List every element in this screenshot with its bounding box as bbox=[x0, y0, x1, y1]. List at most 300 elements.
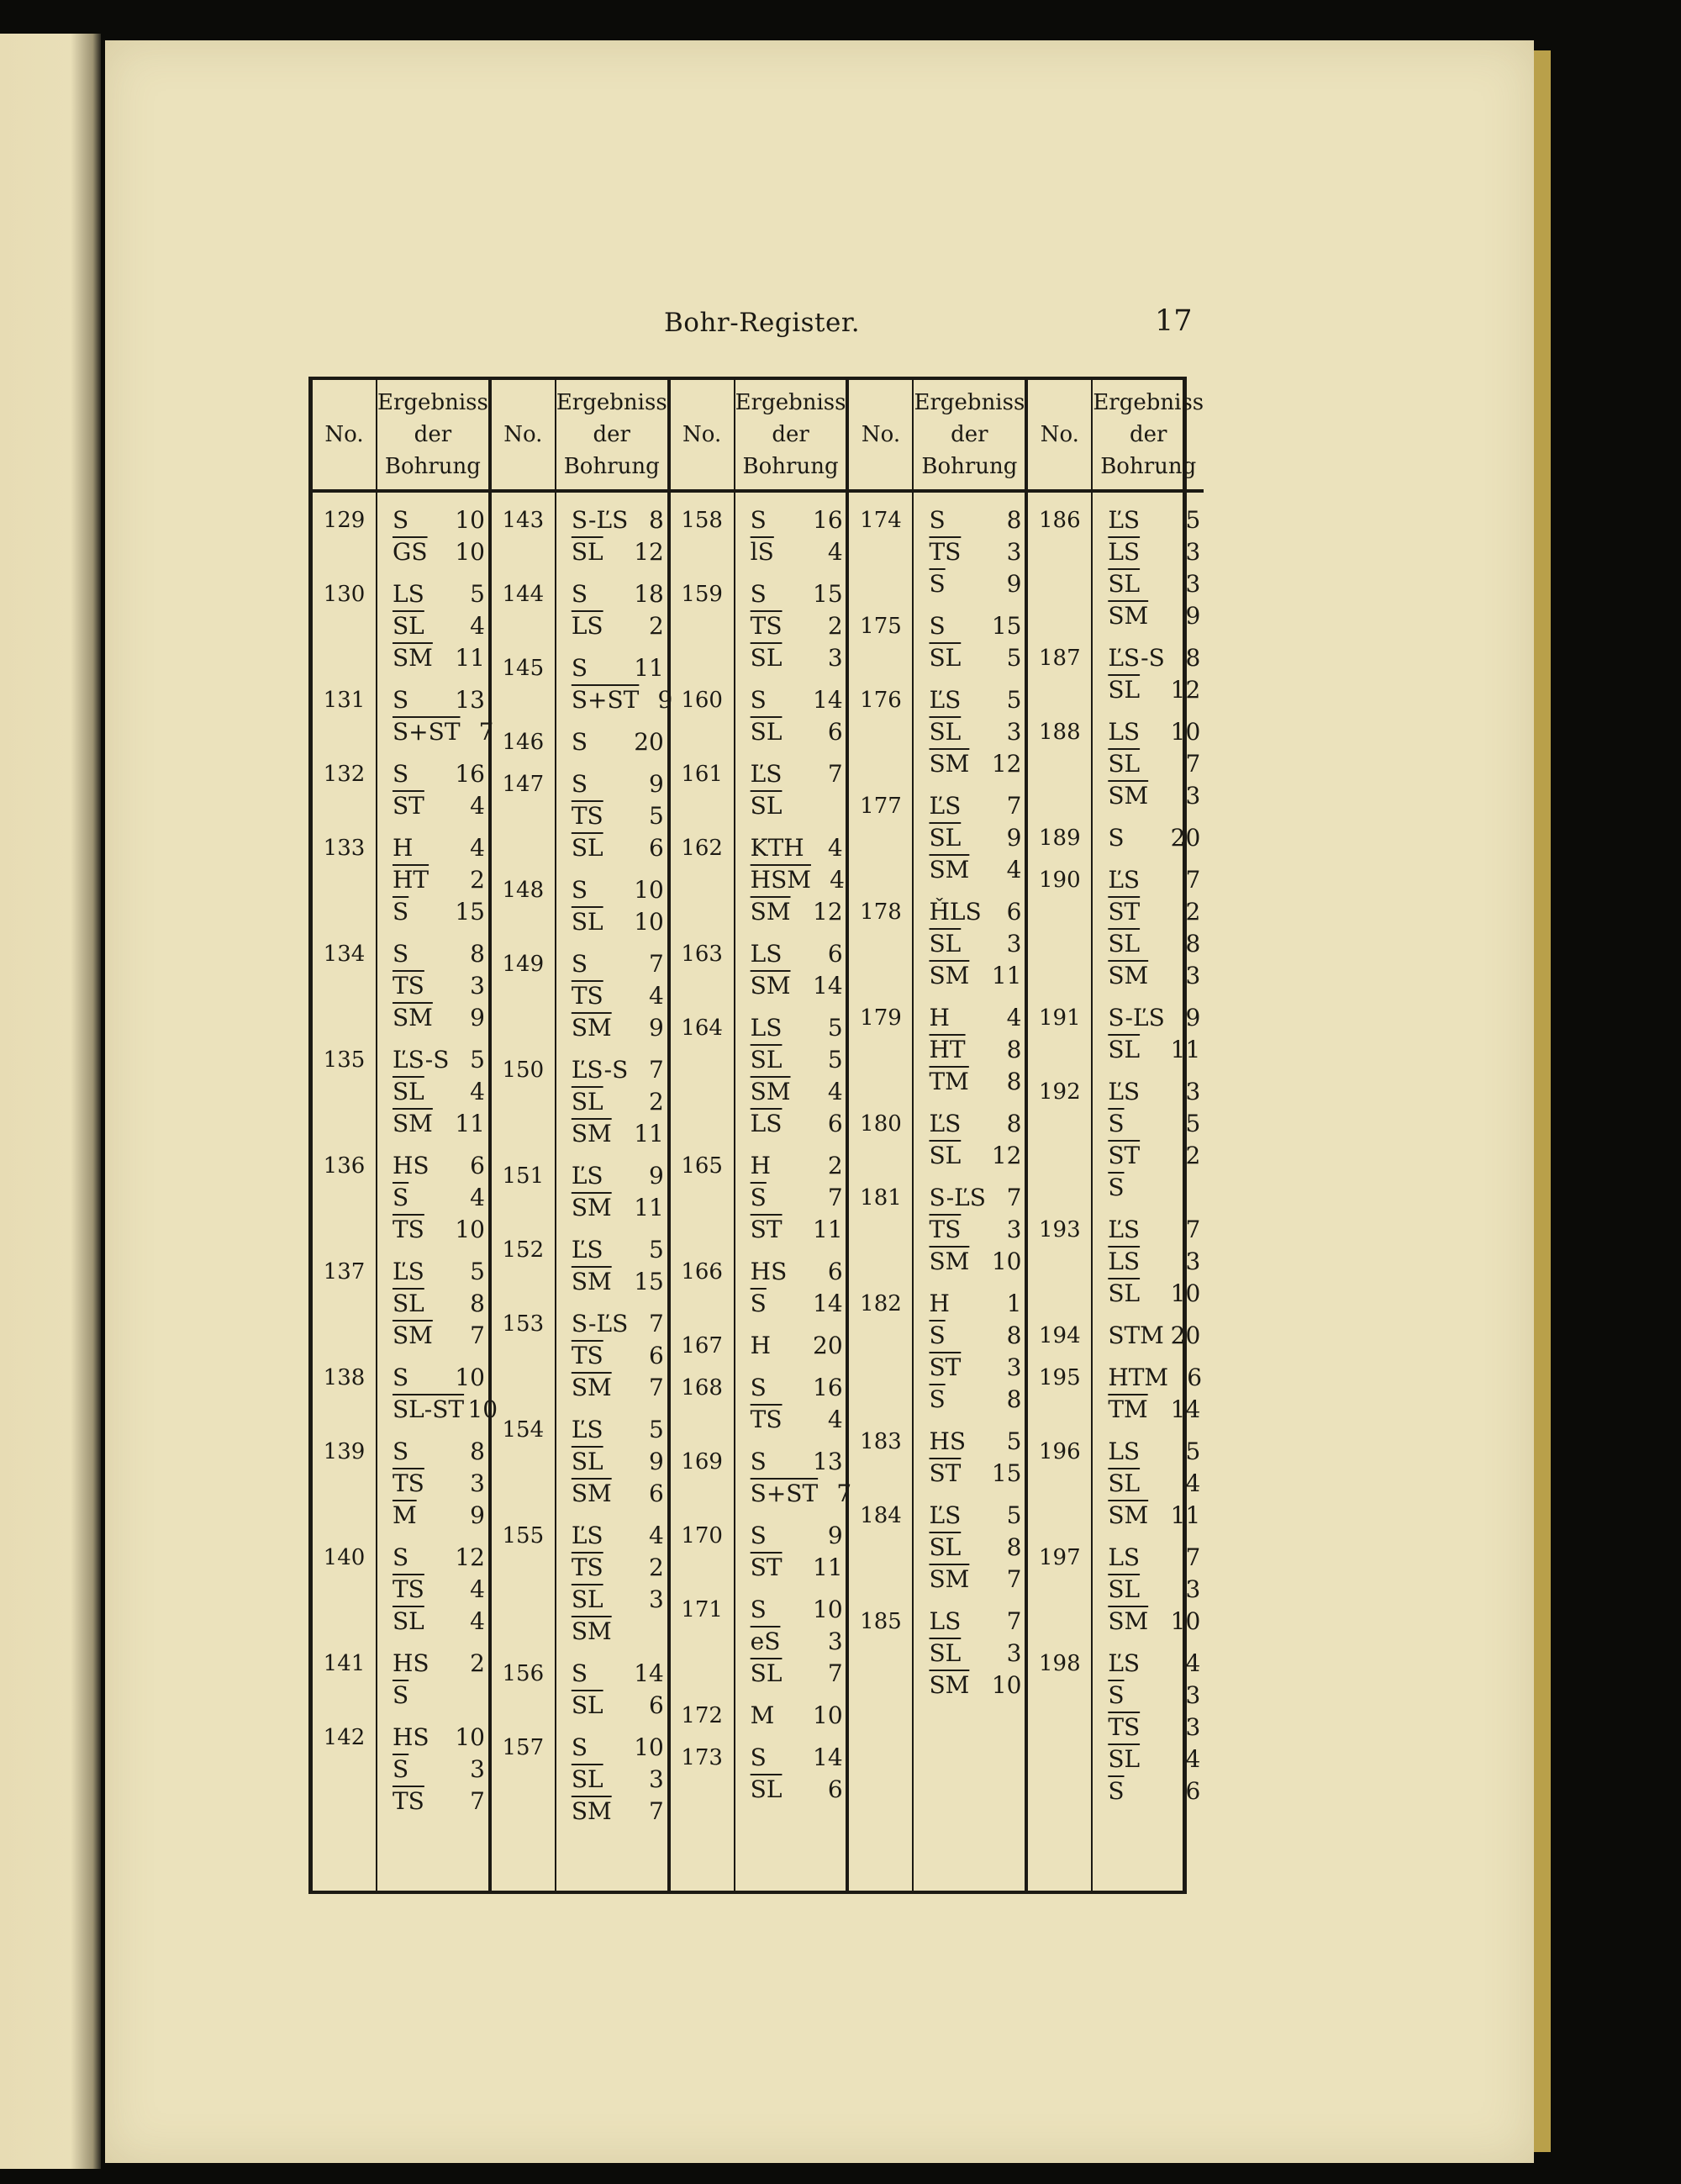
result-line bbox=[1108, 1320, 1200, 1352]
result-line bbox=[393, 1786, 485, 1817]
result-line bbox=[1108, 928, 1200, 960]
bore-number: 193 bbox=[1038, 1217, 1081, 1242]
result-line bbox=[393, 578, 485, 610]
bore-number: 160 bbox=[681, 688, 723, 713]
bore-result bbox=[751, 1256, 843, 1320]
result-line bbox=[1108, 1278, 1200, 1310]
result-line bbox=[929, 1034, 1021, 1066]
result-line bbox=[1108, 642, 1200, 674]
depth-value: 8 bbox=[470, 1438, 485, 1465]
soil-code: LS bbox=[750, 940, 783, 968]
soil-code: $\overline{ST}$ bbox=[750, 1216, 783, 1243]
header-word: Bohrung bbox=[1100, 454, 1197, 479]
number-column-header: No. bbox=[1028, 380, 1091, 493]
soil-code: $\overline{SM}$ bbox=[571, 1268, 612, 1295]
depth-value: 3 bbox=[470, 1469, 485, 1497]
header-word: Bohrung bbox=[742, 454, 839, 479]
soil-code: ĽS bbox=[571, 1416, 603, 1443]
result-line bbox=[1108, 1362, 1202, 1394]
depth-value: 4 bbox=[470, 1575, 485, 1603]
depth-value: 7 bbox=[1185, 750, 1201, 778]
result-line bbox=[929, 642, 1021, 674]
depth-value: 11 bbox=[634, 1194, 664, 1221]
result-line bbox=[393, 1108, 485, 1140]
soil-code: $\overline{SL}$ bbox=[393, 1607, 424, 1635]
soil-code: $\overline{S}$ bbox=[1108, 1174, 1125, 1201]
soil-code: $\overline{ST}$ bbox=[393, 792, 424, 820]
soil-code: ĽS-S bbox=[1108, 644, 1165, 672]
bore-number: 191 bbox=[1038, 1005, 1081, 1031]
column-group bbox=[1028, 380, 1204, 1891]
bore-result bbox=[572, 768, 664, 864]
soil-code: $\overline{SM}$ bbox=[1108, 1607, 1149, 1635]
result-line bbox=[393, 684, 494, 716]
depth-value: 10 bbox=[455, 1364, 485, 1391]
depth-value: 7 bbox=[827, 1659, 843, 1687]
result-line bbox=[393, 1648, 485, 1680]
result-line bbox=[751, 1256, 843, 1288]
depth-value: 12 bbox=[813, 898, 843, 926]
header-word: Ergebniss bbox=[377, 390, 488, 415]
soil-code: $\overline{LS}$ bbox=[750, 1110, 783, 1137]
result-line bbox=[929, 928, 1021, 960]
result-line bbox=[1108, 864, 1200, 896]
result-line bbox=[929, 1140, 1021, 1172]
soil-code: S bbox=[393, 686, 409, 714]
soil-code: $\overline{S}$ bbox=[1108, 1110, 1125, 1137]
soil-code: S bbox=[750, 1596, 767, 1623]
depth-value: 2 bbox=[470, 866, 485, 894]
soil-code: S bbox=[393, 760, 409, 788]
header-word: der bbox=[772, 422, 809, 447]
bore-result bbox=[751, 758, 843, 822]
depth-value: 6 bbox=[827, 1775, 843, 1803]
result-column-body bbox=[1093, 493, 1204, 1891]
result-line bbox=[572, 1764, 664, 1796]
depth-value: 7 bbox=[1185, 1216, 1201, 1243]
soil-code: $\overline{SL}$ bbox=[571, 1448, 603, 1475]
soil-code: LS bbox=[1108, 1438, 1141, 1465]
result-column-header bbox=[377, 380, 488, 493]
soil-code: ĽS bbox=[1108, 1078, 1141, 1105]
depth-value: 4 bbox=[1006, 1004, 1022, 1031]
result-line bbox=[572, 1012, 664, 1044]
result-line bbox=[751, 864, 845, 896]
bore-number: 172 bbox=[681, 1703, 723, 1728]
soil-code: $\overline{SL}$ bbox=[750, 718, 783, 746]
bore-result bbox=[929, 790, 1021, 886]
depth-value: 7 bbox=[649, 950, 664, 978]
result-line bbox=[393, 1722, 485, 1754]
depth-value: 6 bbox=[827, 940, 843, 968]
bore-result bbox=[751, 1330, 843, 1362]
soil-code: $\overline{SM}$ bbox=[571, 1374, 612, 1401]
result-line bbox=[751, 536, 843, 568]
bore-number: 168 bbox=[681, 1375, 723, 1401]
bore-number: 197 bbox=[1038, 1545, 1081, 1570]
depth-value: 10 bbox=[455, 1723, 485, 1751]
result-line bbox=[572, 652, 673, 684]
soil-code: $\overline{SL}$ bbox=[1108, 1469, 1141, 1497]
soil-code: $\overline{SM}$ bbox=[393, 644, 433, 672]
bore-number: 166 bbox=[681, 1259, 723, 1285]
bore-number: 130 bbox=[323, 582, 366, 607]
result-column-header bbox=[914, 380, 1025, 493]
result-column-body bbox=[735, 493, 852, 1891]
number-column-header: No. bbox=[313, 380, 376, 493]
soil-code: $\overline{S}$ bbox=[929, 570, 946, 598]
depth-value: 9 bbox=[470, 1501, 485, 1529]
soil-code: $\overline{LS}$ bbox=[1108, 538, 1141, 566]
soil-code: ĽS bbox=[571, 1236, 603, 1263]
depth-value: 9 bbox=[649, 1162, 664, 1190]
depth-value: 3 bbox=[1185, 1078, 1201, 1105]
bore-result bbox=[572, 578, 664, 642]
soil-code: S bbox=[750, 1744, 767, 1771]
depth-value: 3 bbox=[827, 644, 843, 672]
soil-code: $\overline{SM}$ bbox=[571, 1014, 612, 1042]
number-column bbox=[492, 380, 556, 1891]
number-column bbox=[313, 380, 377, 1891]
result-line bbox=[929, 790, 1021, 822]
result-line bbox=[929, 854, 1021, 886]
bore-number: 178 bbox=[860, 899, 902, 925]
depth-value: 5 bbox=[649, 1416, 664, 1443]
soil-code: $\overline{SL}$ bbox=[1108, 570, 1141, 598]
soil-code: $\overline{SL}$ bbox=[750, 1659, 783, 1687]
soil-code: $\overline{SL}$ bbox=[1108, 930, 1141, 957]
depth-value: 3 bbox=[649, 1765, 664, 1793]
depth-value: 14 bbox=[813, 1744, 843, 1771]
result-line bbox=[1108, 1606, 1200, 1638]
soil-code: $\overline{SL}$ bbox=[929, 1533, 962, 1561]
soil-code: S+ST bbox=[571, 686, 640, 714]
soil-code: $\overline{S}$ bbox=[1108, 1681, 1125, 1709]
depth-value: 4 bbox=[470, 792, 485, 820]
result-line bbox=[1108, 1680, 1200, 1712]
depth-value: 11 bbox=[1170, 1036, 1201, 1063]
bore-result bbox=[1108, 716, 1200, 812]
depth-value: 5 bbox=[649, 1236, 664, 1263]
depth-value: 20 bbox=[1170, 1321, 1201, 1349]
number-column-header: No. bbox=[671, 380, 734, 493]
depth-value: 4 bbox=[1185, 1469, 1201, 1497]
bore-number: 183 bbox=[860, 1429, 902, 1454]
bore-result bbox=[751, 578, 843, 674]
bore-number: 174 bbox=[860, 508, 902, 533]
depth-value: 7 bbox=[649, 1056, 664, 1084]
soil-code: $\overline{S}$ bbox=[393, 1681, 409, 1709]
depth-value: 4 bbox=[470, 1078, 485, 1105]
result-line bbox=[929, 1458, 1021, 1490]
result-column bbox=[377, 380, 498, 1891]
result-line bbox=[751, 504, 843, 536]
depth-value: 7 bbox=[649, 1797, 664, 1825]
soil-code: ĽS bbox=[571, 1162, 603, 1190]
page-number: 17 bbox=[1155, 304, 1193, 338]
soil-code: $\overline{SL}$ bbox=[1108, 1745, 1141, 1773]
result-line bbox=[929, 1288, 1021, 1320]
depth-value: 10 bbox=[455, 538, 485, 566]
soil-code: ĽS bbox=[1108, 1649, 1141, 1677]
soil-code: S+ST bbox=[393, 718, 461, 746]
bore-number: 192 bbox=[1038, 1079, 1081, 1105]
depth-value: 16 bbox=[813, 1374, 843, 1401]
depth-value: 8 bbox=[1006, 1385, 1022, 1413]
result-line bbox=[572, 1308, 664, 1340]
soil-code: $\overline{TS}$ bbox=[750, 612, 783, 640]
result-line bbox=[751, 790, 843, 822]
soil-code: S bbox=[571, 580, 588, 608]
soil-code: $\overline{SL}$ bbox=[393, 1290, 424, 1317]
soil-code: S bbox=[750, 580, 767, 608]
result-line bbox=[751, 1446, 852, 1478]
soil-code: S bbox=[750, 1374, 767, 1401]
soil-code: H bbox=[393, 834, 414, 862]
bore-number: 186 bbox=[1038, 508, 1081, 533]
bore-number: 175 bbox=[860, 614, 902, 639]
bore-result bbox=[572, 1732, 664, 1828]
number-column-body bbox=[313, 493, 376, 1891]
soil-code: LS bbox=[1108, 1543, 1141, 1571]
soil-code: S bbox=[571, 728, 588, 756]
soil-code: $\overline{SL}$ bbox=[929, 930, 962, 957]
header-word: Ergebniss bbox=[914, 390, 1025, 415]
soil-code: H bbox=[929, 1290, 950, 1317]
depth-value: 15 bbox=[634, 1268, 664, 1295]
result-line bbox=[929, 1214, 1021, 1246]
soil-code: $\overline{TM}$ bbox=[1108, 1395, 1148, 1423]
bore-number: 198 bbox=[1038, 1651, 1081, 1676]
bore-result bbox=[751, 1446, 852, 1510]
depth-value: 5 bbox=[827, 1014, 843, 1042]
bore-result bbox=[572, 1520, 664, 1648]
result-line bbox=[393, 1288, 485, 1320]
soil-code: $\overline{M}$ bbox=[393, 1501, 417, 1529]
result-line bbox=[751, 716, 843, 748]
depth-value: 2 bbox=[1185, 898, 1201, 926]
result-line bbox=[751, 1552, 843, 1584]
bore-number: 138 bbox=[323, 1365, 366, 1390]
depth-value: 3 bbox=[1006, 1353, 1022, 1381]
result-line bbox=[572, 1372, 664, 1404]
soil-code: $\overline{SL}$ bbox=[1108, 1279, 1141, 1307]
result-line bbox=[393, 896, 485, 928]
soil-code: ĽS-S bbox=[393, 1046, 450, 1074]
number-column-body bbox=[1028, 493, 1091, 1891]
depth-value: 9 bbox=[649, 1448, 664, 1475]
result-line bbox=[1108, 1002, 1200, 1034]
result-line bbox=[751, 1108, 843, 1140]
result-line bbox=[751, 896, 845, 928]
result-line bbox=[572, 610, 664, 642]
bore-result bbox=[1108, 822, 1200, 854]
soil-code: $\overline{SL}$ bbox=[750, 792, 783, 820]
soil-code: ĽS bbox=[929, 1501, 962, 1529]
soil-code: KTH bbox=[750, 834, 804, 862]
bore-result bbox=[572, 948, 664, 1044]
result-line bbox=[572, 684, 673, 716]
depth-value: 15 bbox=[991, 612, 1022, 640]
depth-value: 4 bbox=[1185, 1649, 1201, 1677]
result-line bbox=[751, 1594, 843, 1626]
depth-value: 8 bbox=[470, 1290, 485, 1317]
depth-value: 4 bbox=[827, 834, 843, 862]
soil-code: $\overline{ST}$ bbox=[929, 1459, 962, 1487]
depth-value: 3 bbox=[1185, 538, 1201, 566]
soil-code: $\overline{SM}$ bbox=[929, 856, 970, 884]
result-line bbox=[572, 726, 664, 758]
result-line bbox=[1108, 1172, 1200, 1204]
depth-value: 11 bbox=[455, 1110, 485, 1137]
result-line bbox=[572, 1266, 664, 1298]
result-line bbox=[1108, 1500, 1200, 1532]
depth-value: 2 bbox=[470, 1649, 485, 1677]
soil-code: $\overline{TS}$ bbox=[571, 1342, 603, 1369]
result-line bbox=[393, 1542, 485, 1574]
depth-value: 8 bbox=[649, 506, 664, 534]
bore-result bbox=[929, 684, 1021, 780]
depth-value: 4 bbox=[827, 1406, 843, 1433]
soil-code: $\overline{HT}$ bbox=[929, 1036, 966, 1063]
result-column-header bbox=[1093, 380, 1204, 493]
depth-value: 8 bbox=[1006, 506, 1022, 534]
depth-value: 14 bbox=[813, 972, 843, 1000]
result-column-header bbox=[556, 380, 667, 493]
result-line bbox=[572, 874, 664, 906]
soil-code: S-ĽS bbox=[929, 1184, 986, 1211]
depth-value: 3 bbox=[1185, 962, 1201, 989]
depth-value: 3 bbox=[1185, 570, 1201, 598]
soil-code: $\overline{TS}$ bbox=[393, 972, 424, 1000]
result-line bbox=[393, 1468, 485, 1500]
depth-value: 4 bbox=[470, 1184, 485, 1211]
soil-code: $\overline{SL}$ bbox=[393, 1078, 424, 1105]
soil-code: ĽS bbox=[1108, 866, 1141, 894]
bore-result bbox=[751, 1520, 843, 1584]
bore-number: 161 bbox=[681, 762, 723, 787]
bore-result bbox=[929, 1500, 1021, 1596]
depth-value: 4 bbox=[470, 1607, 485, 1635]
bore-number: 176 bbox=[860, 688, 902, 713]
result-line bbox=[393, 1680, 485, 1712]
result-line bbox=[572, 906, 664, 938]
result-line bbox=[929, 1564, 1021, 1596]
result-line bbox=[1108, 1108, 1200, 1140]
bore-result bbox=[751, 1150, 843, 1246]
result-line bbox=[751, 1404, 843, 1436]
depth-value: 6 bbox=[649, 1691, 664, 1719]
result-line bbox=[1108, 1246, 1200, 1278]
bore-result bbox=[393, 578, 485, 674]
result-line bbox=[929, 1108, 1021, 1140]
result-line bbox=[1108, 960, 1200, 992]
soil-code: $\overline{HT}$ bbox=[393, 866, 429, 894]
result-line bbox=[1108, 674, 1200, 706]
soil-code: $\overline{SM}$ bbox=[571, 1617, 612, 1645]
depth-value: 4 bbox=[827, 1078, 843, 1105]
result-line bbox=[572, 1732, 664, 1764]
soil-code: $\overline{SL}$ bbox=[929, 1142, 962, 1169]
depth-value: 9 bbox=[649, 1014, 664, 1042]
bore-number: 142 bbox=[323, 1725, 366, 1750]
depth-value: 5 bbox=[1006, 644, 1022, 672]
depth-value: 7 bbox=[1006, 792, 1022, 820]
number-column bbox=[1028, 380, 1093, 1891]
bore-result bbox=[393, 938, 485, 1034]
result-line bbox=[1108, 780, 1200, 812]
bore-number: 140 bbox=[323, 1545, 366, 1570]
result-line bbox=[572, 980, 664, 1012]
depth-value: 4 bbox=[470, 834, 485, 862]
soil-code: $\overline{TS}$ bbox=[1108, 1713, 1141, 1741]
soil-code: $\overline{SM}$ bbox=[571, 1194, 612, 1221]
soil-code: $\overline{lS}$ bbox=[750, 538, 774, 566]
soil-code: $\overline{S}$ bbox=[393, 1184, 409, 1211]
depth-value: 3 bbox=[1185, 1681, 1201, 1709]
bore-result bbox=[929, 610, 1021, 674]
soil-code: $\overline{SM}$ bbox=[571, 1120, 612, 1147]
depth-value: 8 bbox=[1006, 1533, 1022, 1561]
bore-result bbox=[929, 1426, 1021, 1490]
result-line bbox=[1108, 748, 1200, 780]
result-line bbox=[572, 1796, 664, 1828]
depth-value: 20 bbox=[1170, 824, 1201, 852]
result-line bbox=[1108, 1394, 1202, 1426]
result-line bbox=[929, 1352, 1021, 1384]
soil-code: $\overline{LS}$ bbox=[571, 612, 603, 640]
soil-code: STM bbox=[1108, 1321, 1164, 1349]
soil-code: S bbox=[571, 1659, 588, 1687]
header-word: der bbox=[1129, 422, 1167, 447]
soil-code: S bbox=[750, 1522, 767, 1549]
soil-code: S bbox=[929, 612, 946, 640]
bore-result bbox=[393, 1648, 485, 1712]
bore-number: 144 bbox=[502, 582, 545, 607]
result-line bbox=[393, 790, 485, 822]
result-line bbox=[572, 768, 664, 800]
depth-value: 1 bbox=[1006, 1290, 1022, 1317]
bore-result bbox=[572, 1234, 664, 1298]
bore-result bbox=[572, 1160, 664, 1224]
soil-code: S bbox=[393, 506, 409, 534]
result-line bbox=[929, 1002, 1021, 1034]
soil-code: $\overline{SL}$ bbox=[571, 834, 603, 862]
result-line bbox=[572, 1552, 664, 1584]
bore-number: 169 bbox=[681, 1449, 723, 1474]
header-word: der bbox=[414, 422, 452, 447]
depth-value: 7 bbox=[827, 760, 843, 788]
bore-number: 187 bbox=[1038, 646, 1081, 671]
bore-result bbox=[1108, 504, 1200, 632]
result-column-body bbox=[377, 493, 498, 1891]
bore-number: 146 bbox=[502, 730, 545, 755]
soil-code: SL-ST bbox=[393, 1395, 465, 1423]
depth-value: 14 bbox=[1170, 1395, 1201, 1423]
depth-value: 10 bbox=[455, 1216, 485, 1243]
result-line bbox=[572, 800, 664, 832]
soil-code: ĽS-S bbox=[571, 1056, 629, 1084]
soil-code: ĽS bbox=[750, 760, 783, 788]
depth-value: 3 bbox=[1185, 782, 1201, 810]
result-line bbox=[572, 1160, 664, 1192]
bore-number: 162 bbox=[681, 836, 723, 861]
depth-value: 7 bbox=[827, 1184, 843, 1211]
result-line bbox=[751, 1044, 843, 1076]
result-line bbox=[929, 610, 1021, 642]
depth-value: 8 bbox=[1185, 930, 1201, 957]
column-group bbox=[671, 380, 850, 1891]
